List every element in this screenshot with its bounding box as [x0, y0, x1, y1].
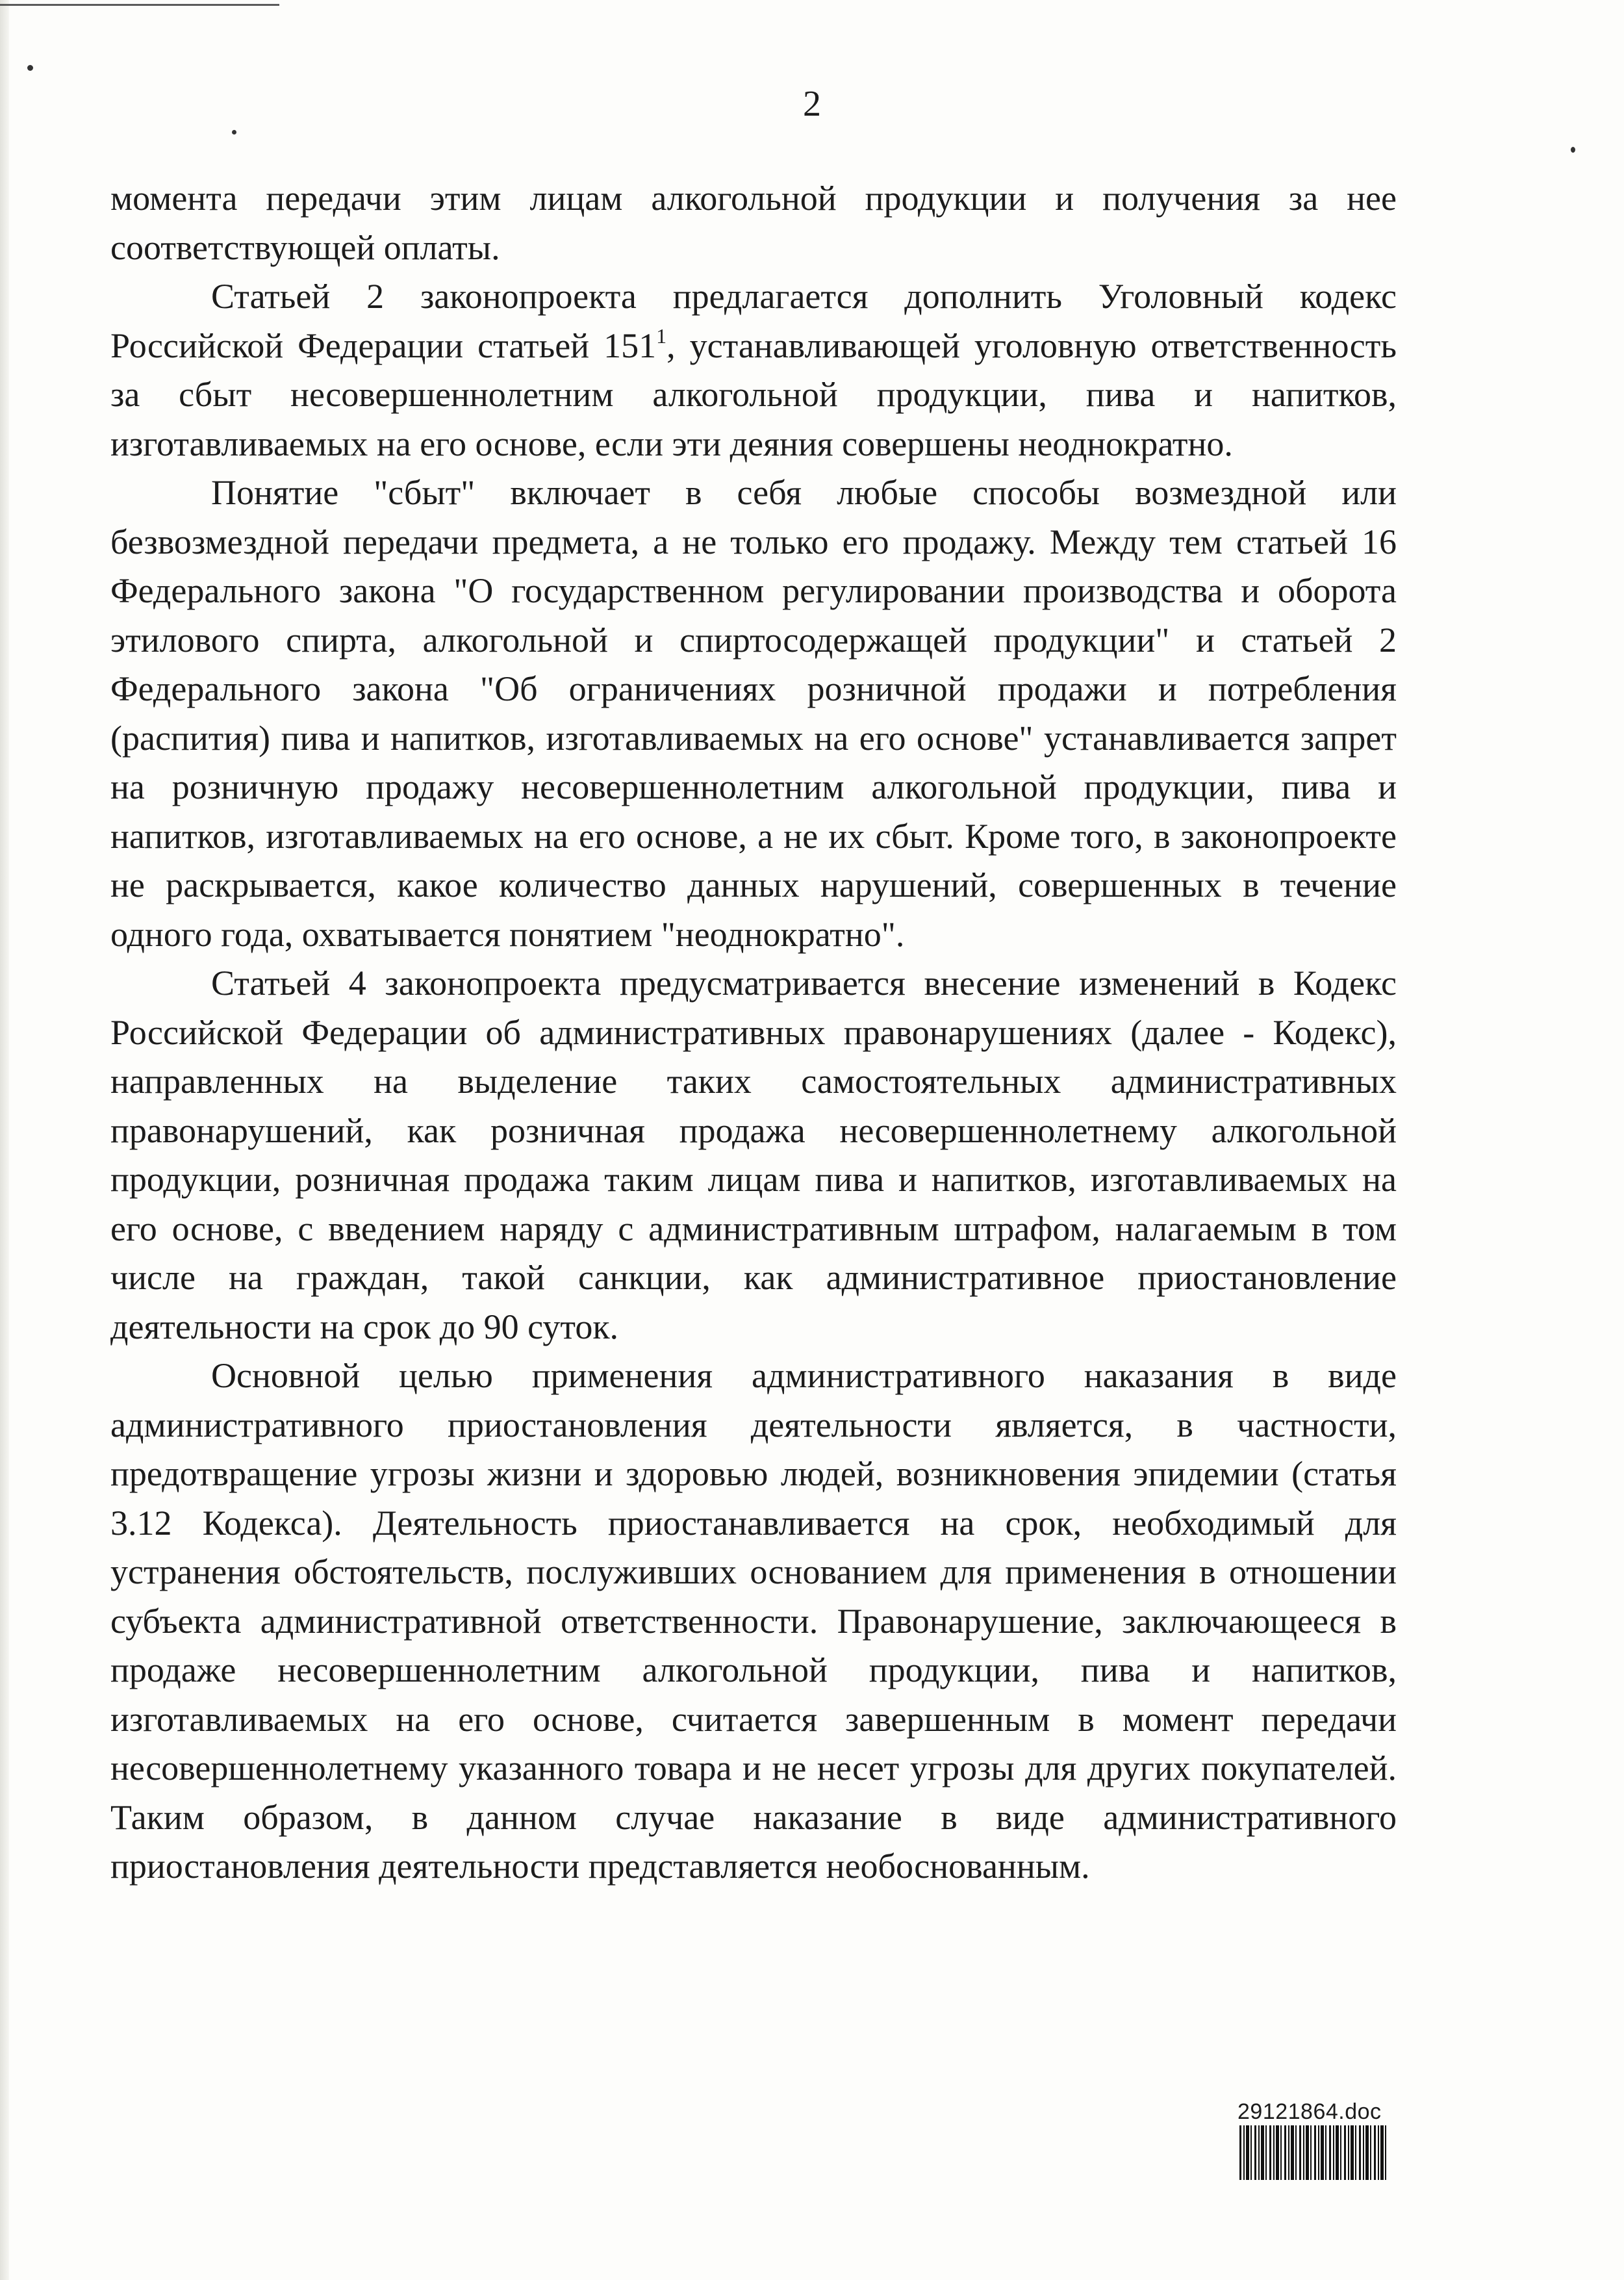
scan-speck [1571, 147, 1575, 153]
scan-speck [232, 130, 236, 134]
scan-speck [27, 65, 33, 71]
superscript: 1 [656, 324, 667, 348]
paragraph [110, 272, 1397, 468]
paragraph-text: , устанавливающей уголовную ответственность за сбыт несовершеннолетним алкогольной продукции, пива и напитков, изготавливаемых на его основе, если эти деяния совершены неоднократно. [110, 326, 1397, 463]
page-number: 2 [803, 84, 821, 124]
paragraph: Основной целью применения административного наказания в виде административного приостановления деятельности является, в частности, предотвращение угрозы жизни и здоровью людей, возникновения эпидемии (статья 3.12 Кодекса). Деятельность приостанавливается на срок, необходимый для устранения обстоятельств, послуживших основанием для применения в отношении субъекта административной ответственности. Правонарушение, заключающееся в продаже несовершеннолетним алкогольной продукции, пива и напитков, изготавливаемых на его основе, считается завершенным в момент передачи несовершеннолетнему указанного товара и не несет угрозы для других покупателей. Таким образом, в данном случае наказание в виде административного приостановления деятельности представляется необоснованным. [110, 1356, 1397, 1886]
barcode [1239, 2125, 1389, 2180]
scan-edge [0, 0, 9, 2280]
paragraph: момента передачи этим лицам алкогольной продукции и получения за нее соответствующей оплаты. [110, 179, 1397, 267]
document-id: 29121864.doc [1237, 2099, 1382, 2124]
document-body [110, 174, 1397, 1891]
paragraph: Понятие "сбыт" включает в себя любые способы возмездной или безвозмездной передачи предмета, а не только его продажу. Между тем статьей 16 Федерального закона "О государственном регулировании производства и оборота этилового спирта, алкогольной и спиртосодержащей продукции" и статьей 2 Федерального закона "Об ограничениях розничной продажи и потребления (распития) пива и напитков, изготавливаемых на его основе" устанавливается запрет на розничную продажу несовершеннолетним алкогольной продукции, пива и напитков, изготавливаемых на его основе, а не их сбыт. Кроме того, в законопроекте не раскрывается, какое количество данных нарушений, совершенных в течение одного года, охватывается понятием "неоднократно". [110, 473, 1397, 954]
paragraph-text: Статьей 2 законопроекта предлагается дополнить Уголовный кодекс Российской Федерации статьей 151 [110, 277, 1397, 365]
scan-top-line [0, 4, 279, 6]
paragraph: Статьей 4 законопроекта предусматривается внесение изменений в Кодекс Российской Федерации об административных правонарушениях (далее - Кодекс), направленных на выделение таких самостоятельных административных правонарушений, как розничная продажа несовершеннолетнему алкогольной продукции, розничная продажа таким лицам пива и напитков, изготавливаемых на его основе, с введением наряду с административным штрафом, налагаемым в том числе на граждан, такой санкции, как административное приостановление деятельности на срок до 90 суток. [110, 964, 1397, 1346]
